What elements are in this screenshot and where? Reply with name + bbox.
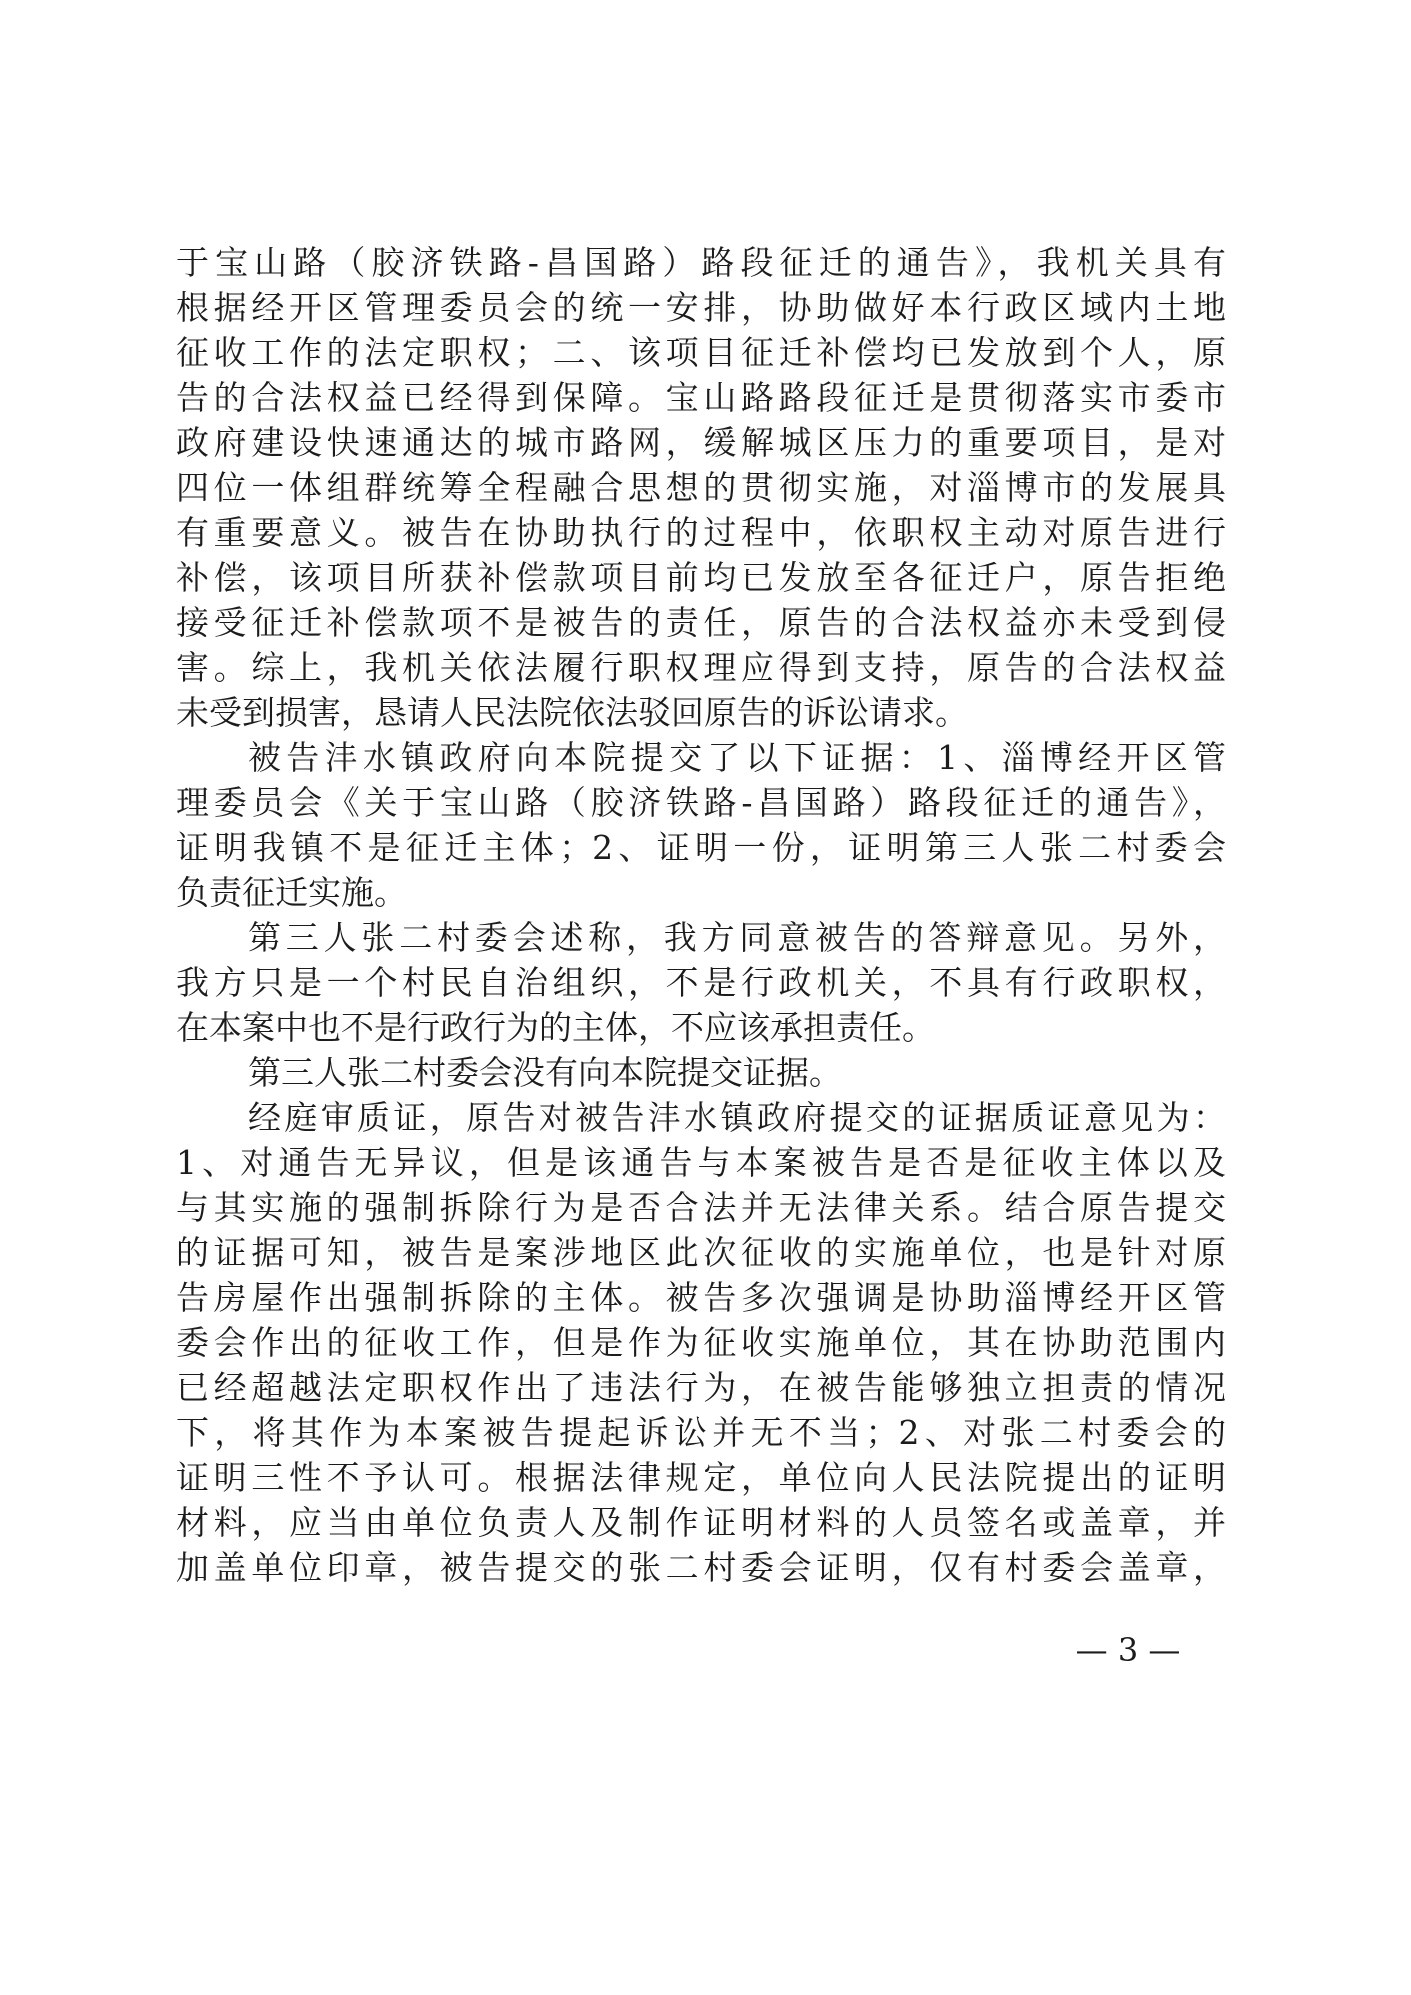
text-line: 1、对通告无异议，但是该通告与本案被告是否是征收主体以及 (176, 1143, 1226, 1182)
text-line: 材料，应当由单位负责人及制作证明材料的人员签名或盖章，并 (176, 1503, 1226, 1542)
text-line: 第三人张二村委会没有向本院提交证据。 (248, 1053, 842, 1092)
text-line: 下，将其作为本案被告提起诉讼并无不当；2、对张二村委会的 (176, 1413, 1226, 1452)
text-line: 告的合法权益已经得到保障。宝山路路段征迁是贯彻落实市委市 (176, 378, 1226, 417)
text-line: 于宝山路（胶济铁路-昌国路）路段征迁的通告》，我机关具有 (176, 243, 1226, 282)
text-line: 政府建设快速通达的城市路网，缓解城区压力的重要项目，是对 (176, 423, 1226, 462)
text-line: 证明三性不予认可。根据法律规定，单位向人民法院提出的证明 (176, 1458, 1226, 1497)
text-line: 加盖单位印章，被告提交的张二村委会证明，仅有村委会盖章， (176, 1548, 1226, 1587)
paragraph (176, 1095, 1226, 1590)
text-line: 理委员会《关于宝山路（胶济铁路-昌国路）路段征迁的通告》， (176, 783, 1226, 822)
text-line: 已经超越法定职权作出了违法行为，在被告能够独立担责的情况 (176, 1368, 1226, 1407)
text-line: 根据经开区管理委员会的统一安排，协助做好本行政区域内土地 (176, 288, 1226, 327)
text-line: 有重要意义。被告在协助执行的过程中，依职权主动对原告进行 (176, 513, 1226, 552)
text-line: 补偿，该项目所获补偿款项目前均已发放至各征迁户，原告拒绝 (176, 558, 1226, 597)
text-line: 四位一体组群统筹全程融合思想的贯彻实施，对淄博市的发展具 (176, 468, 1226, 507)
page-number: — 3 — (1075, 1631, 1181, 1669)
text-line: 征收工作的法定职权；二、该项目征迁补偿均已发放到个人，原 (176, 333, 1226, 372)
text-line: 第三人张二村委会述称，我方同意被告的答辩意见。另外， (248, 918, 1226, 957)
paragraph (176, 915, 1226, 1050)
text-line: 我方只是一个村民自治组织，不是行政机关，不具有行政职权， (176, 963, 1226, 1002)
text-line: 在本案中也不是行政行为的主体，不应该承担责任。 (176, 1008, 935, 1047)
text-line: 害。综上，我机关依法履行职权理应得到支持，原告的合法权益 (176, 648, 1226, 687)
text-line: 的证据可知，被告是案涉地区此次征收的实施单位，也是针对原 (176, 1233, 1226, 1272)
body-text (176, 240, 1226, 1590)
text-line: 与其实施的强制拆除行为是否合法并无法律关系。结合原告提交 (176, 1188, 1226, 1227)
text-line: 委会作出的征收工作，但是作为征收实施单位，其在协助范围内 (176, 1323, 1226, 1362)
text-line: 经庭审质证，原告对被告沣水镇政府提交的证据质证意见为： (248, 1098, 1226, 1137)
text-line: 证明我镇不是征迁主体；2、证明一份，证明第三人张二村委会 (176, 828, 1226, 867)
paragraph (176, 1050, 1226, 1095)
text-line: 被告沣水镇政府向本院提交了以下证据：1、淄博经开区管 (248, 738, 1226, 777)
paragraph (176, 240, 1226, 735)
text-line: 未受到损害，恳请人民法院依法驳回原告的诉讼请求。 (176, 693, 968, 732)
paragraph (176, 735, 1226, 915)
text-line: 负责征迁实施。 (176, 873, 407, 912)
text-line: 告房屋作出强制拆除的主体。被告多次强调是协助淄博经开区管 (176, 1278, 1226, 1317)
text-line: 接受征迁补偿款项不是被告的责任，原告的合法权益亦未受到侵 (176, 603, 1226, 642)
